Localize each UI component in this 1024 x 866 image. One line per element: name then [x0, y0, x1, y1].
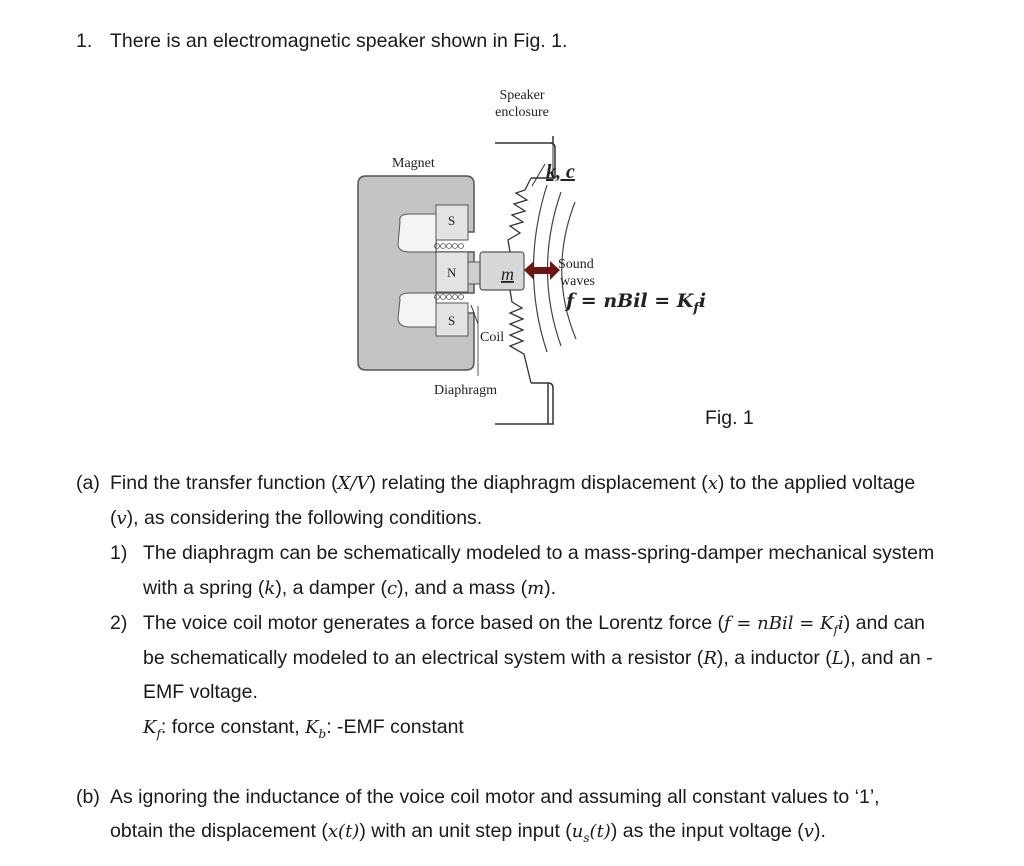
force-equation: f = nBil = $K_fi$ [566, 290, 707, 316]
coil-windings-top [435, 244, 464, 249]
part-a-label: (a) [76, 472, 100, 494]
condition-1-line-2: with a spring (k), a damper (c), and a mass (m). [143, 577, 557, 599]
pole-s-bottom-label: S [448, 313, 456, 328]
part-a-line-1: Find the transfer function (X/V) relating the diaphragm displacement (x) to the applied voltage [110, 472, 916, 494]
force-arrow [524, 261, 560, 280]
enclosure-label-1: Speaker [499, 88, 545, 103]
part-b-line-1: As ignoring the inductance of the voice coil motor and assuming all constant values to ‘1’, [110, 786, 880, 808]
figure-caption: Fig. 1 [705, 407, 754, 429]
enclosure-bottom [495, 383, 553, 424]
spring-bottom [510, 290, 531, 383]
spring-top [508, 178, 531, 252]
condition-1-number: 1) [110, 542, 128, 564]
condition-2-number: 2) [110, 612, 128, 634]
part-b-line-2: obtain the displacement (x(t)) with an unit step input $(u_s(t))$ as the input voltage (v). [110, 820, 826, 845]
mass-label: m [501, 264, 514, 284]
condition-2-line-2: be schematically modeled to an electrical system with a resistor (R), a inductor (L), and an - [143, 647, 933, 669]
condition-2-line-1: The voice coil motor generates a force based on the Lorentz force (f = nBil = $K_fi$) and can [143, 612, 926, 637]
kc-label: k, c [546, 161, 575, 183]
diaphragm-label: Diaphragm [434, 383, 497, 398]
coil-label: Coil [480, 330, 505, 345]
enclosure-label-2: enclosure [495, 105, 549, 120]
coil-windings-bottom [435, 295, 464, 300]
condition-1-line-1: The diaphragm can be schematically modeled to a mass-spring-damper mechanical system [143, 542, 935, 564]
question-number: 1. [76, 30, 93, 52]
condition-2-line-3: EMF voltage. [143, 681, 258, 703]
part-a-line-2: (v), as considering the following conditions. [110, 507, 483, 529]
magnet-label: Magnet [392, 156, 435, 171]
part-b-label: (b) [76, 786, 100, 808]
pole-s-top-label: S [448, 213, 456, 228]
kc-pointer [532, 164, 545, 186]
sound-label-2: waves [560, 274, 595, 289]
sound-label-1: Sound [558, 257, 594, 272]
pole-n-label: N [447, 265, 457, 280]
question-text: There is an electromagnetic speaker shown in Fig. 1. [110, 30, 568, 52]
condition-2-line-4: $K_f$: force constant, $K_b$: -EMF constant [143, 716, 464, 741]
